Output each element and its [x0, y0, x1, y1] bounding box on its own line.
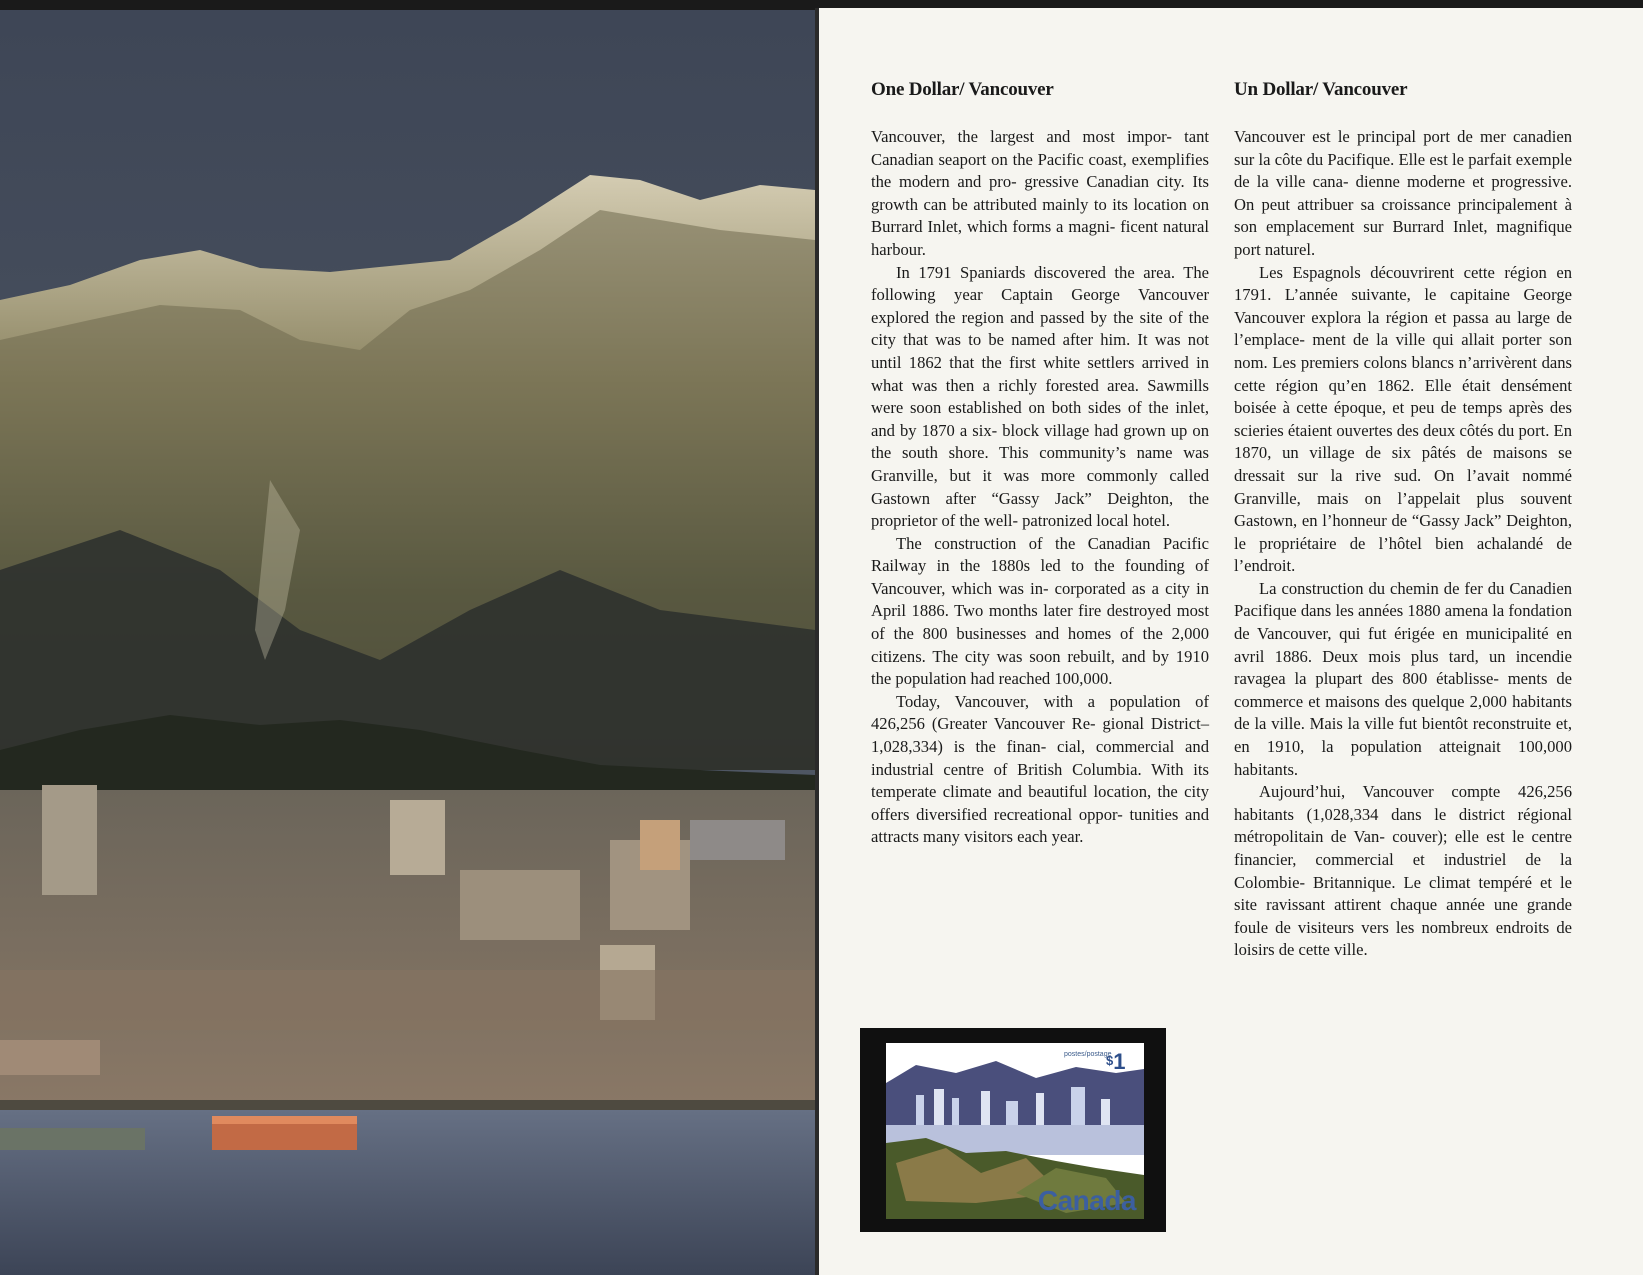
french-column — [1234, 78, 1572, 962]
english-column — [871, 78, 1209, 849]
french-paragraph: Vancouver est le principal port de mer canadien sur la côte du Pacifique. Elle est le parfait exemple de la ville cana- dienne moderne et progressive. On peut attribuer sa croissance principalement à son emplacement sur Burrard Inlet, magnifique port naturel. — [1234, 127, 1572, 259]
stamp-currency: $ — [1106, 1053, 1114, 1068]
english-heading: One Dollar/ Vancouver — [871, 79, 1054, 100]
french-paragraph: Aujourd’hui, Vancouver compte 426,256 habitants (1,028,334 dans le district régional métropolitain de Van- couver); elle est le centre financier, commercial et industriel de la Colombie- Britannique. Le climat tempéré et le site ravissant attirent chaque année une grande foule de visiteurs vers les nombreux endroits de loisirs de cette ville. — [1234, 782, 1572, 960]
vancouver-photo — [0, 10, 815, 1275]
stamp-amount: 1 — [1113, 1049, 1126, 1074]
stamp-value — [1106, 1049, 1125, 1075]
english-paragraph: In 1791 Spaniards discovered the area. The following year Captain George Vancouver explored the region and passed by the site of the city that was to be named after him. It was not until 1862 that the first white settlers arrived in what was then a richly forested area. Sawmills were soon established on both sides of the inlet, and by 1870 a six- block village had grown up on the south shore. This community’s name was Granville, but it was more commonly called Gastown after “Gassy Jack” Deighton, the proprietor of the well- patronized local hotel. — [871, 262, 1209, 531]
english-paragraph: The construction of the Canadian Pacific Railway in the 1880s led to the founding of Vancouver, which was in- corporated as a city in April 1886. Two months later fire destroyed most of the 800 businesses and homes of the 2,000 citizens. The city was soon rebuilt, and by 1910 the population had reached 100,000. — [871, 533, 1209, 689]
stamp-country: Canada — [1037, 1185, 1136, 1216]
french-paragraph: La construction du chemin de fer du Canadien Pacifique dans les années 1880 amena la fondation de Vancouver, qui fut érigée en municipalité en avril 1886. Deux mois plus tard, un incendie ravagea la plupart des 800 établisse- ments de commerce et maisons des quelque 2,000 habitants de la ville. Mais la ville fut bientôt reconstruite et, en 1910, la population atteignait 100,000 habitants. — [1234, 578, 1572, 779]
french-paragraph: Les Espagnols découvrirent cette région en 1791. L’année suivante, le capitaine George Vancouver explora la région et passa au large de l’emplace- ment de la ville qui allait porter son nom. Les premiers colons blancs n’arrivèrent dans cette région qu’en 1862. Elle était densément boisée à cette époque, et peu de temps après des scieries étaient ouvertes des deux côtés du port. En 1870, un village de six pâtés de maisons se dressait sur la rive sud. On l’avait nommé Granville, mais on l’appelait plus souvent Gastown, en l’honneur de “Gassy Jack” Deighton, le propriétaire de l’hôtel bien achalandé de l’endroit. — [1234, 262, 1572, 576]
stamp-image — [886, 1043, 1144, 1219]
french-heading: Un Dollar/ Vancouver — [1234, 79, 1408, 100]
english-paragraph: Vancouver, the largest and most impor- tant Canadian seaport on the Pacific coast, exemplifies the modern and pro- gressive Canadian city. Its growth can be attributed mainly to its location on Burrard Inlet, which forms a magni- ficent natural harbour. — [871, 127, 1209, 259]
stamp-postage-label: postes/postage — [1064, 1051, 1112, 1058]
english-paragraph: Today, Vancouver, with a population of 426,256 (Greater Vancouver Re- gional District–1,028,334) is the finan- cial, commercial and industrial centre of British Columbia. With its temperate climate and beautiful location, the city offers diversified recreational oppor- tunities and attracts many visitors each year. — [871, 691, 1209, 847]
vancouver-photo-illustration — [0, 10, 815, 1275]
postage-stamp — [860, 1028, 1166, 1232]
